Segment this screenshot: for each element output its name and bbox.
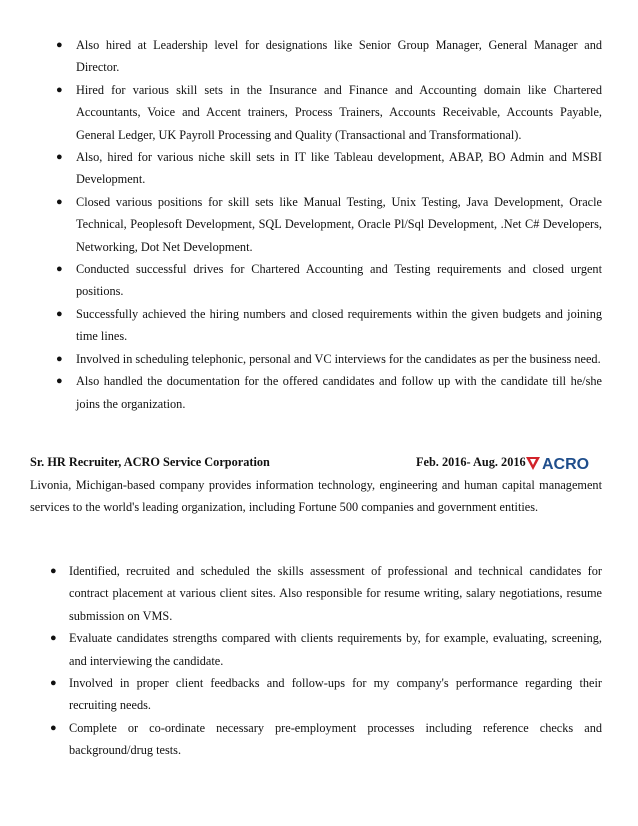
list-item: ● Involved in scheduling telephonic, personal and VC interviews for the candidates as per the business need.: [50, 348, 602, 370]
responsibilities-list: [50, 34, 602, 415]
acro-responsibilities-list: [44, 560, 602, 762]
bullet-icon: ●: [50, 632, 57, 645]
list-item: ● Successfully achieved the hiring numbers and closed requirements within the given budgets and joining time lines.: [50, 303, 602, 348]
list-item: ● Closed various positions for skill sets like Manual Testing, Unix Testing, Java Development, Oracle Technical, Peoplesoft Development, SQL Development, Oracle Pl/Sql Development, .Net C# Developers, Networking, Dot Net Development.: [50, 191, 602, 258]
bullet-icon: ●: [56, 307, 63, 320]
bullet-icon: ●: [56, 39, 63, 51]
list-item: ● Identified, recruited and scheduled the skills assessment of professional and technical candidates for contract placement at various client sites. Also responsible for resume writing, salary negotiations, resume submission on VMS.: [44, 560, 602, 627]
bullet-icon: ●: [56, 151, 63, 164]
bullet-icon: ●: [56, 83, 63, 96]
bullet-icon: ●: [56, 195, 63, 208]
list-item: ● Also, hired for various niche skill sets in IT like Tableau development, ABAP, BO Admin and MSBI Development.: [50, 146, 602, 191]
svg-text:ACRO: ACRO: [542, 456, 590, 473]
list-item: ● Conducted successful drives for Chartered Accounting and Testing requirements and closed urgent positions.: [50, 258, 602, 303]
list-item: ● Also handled the documentation for the offered candidates and follow up with the candidate till he/she joins the organization.: [50, 370, 602, 415]
bullet-icon: ●: [50, 677, 57, 690]
list-item: ● Evaluate candidates strengths compared with clients requirements by, for example, evaluating, screening, and interviewing the candidate.: [44, 627, 602, 672]
job-title: Sr. HR Recruiter, ACRO Service Corporation: [30, 455, 270, 469]
bullet-icon: ●: [50, 565, 57, 577]
bullet-icon: ●: [56, 352, 63, 365]
list-item: ● Involved in proper client feedbacks and follow-ups for my company's performance regarding their recruiting needs.: [44, 672, 602, 717]
bullet-icon: ●: [50, 721, 57, 734]
company-description: Livonia, Michigan-based company provides information technology, engineering and human capital management services to the world's leading organization, including Fortune 500 companies and government entities.: [30, 478, 602, 515]
bullet-icon: ●: [56, 375, 63, 388]
list-item: ● Complete or co-ordinate necessary pre-employment processes including reference checks and background/drug tests.: [44, 717, 602, 762]
list-item: ● Hired for various skill sets in the Insurance and Finance and Accounting domain like Chartered Accountants, Voice and Accent trainers, Process Trainers, Accounts Receivable, Accounts Payable, General Ledger, UK Payroll Processing and Quality (Transactional and Transformational).: [50, 79, 602, 146]
bullet-icon: ●: [56, 263, 63, 276]
job-dates: Feb. 2016- Aug. 2016: [416, 455, 526, 469]
job-header: [30, 452, 608, 476]
acro-logo-icon: [526, 452, 600, 474]
list-item: ● Also hired at Leadership level for designations like Senior Group Manager, General Manager and Director.: [50, 34, 602, 79]
